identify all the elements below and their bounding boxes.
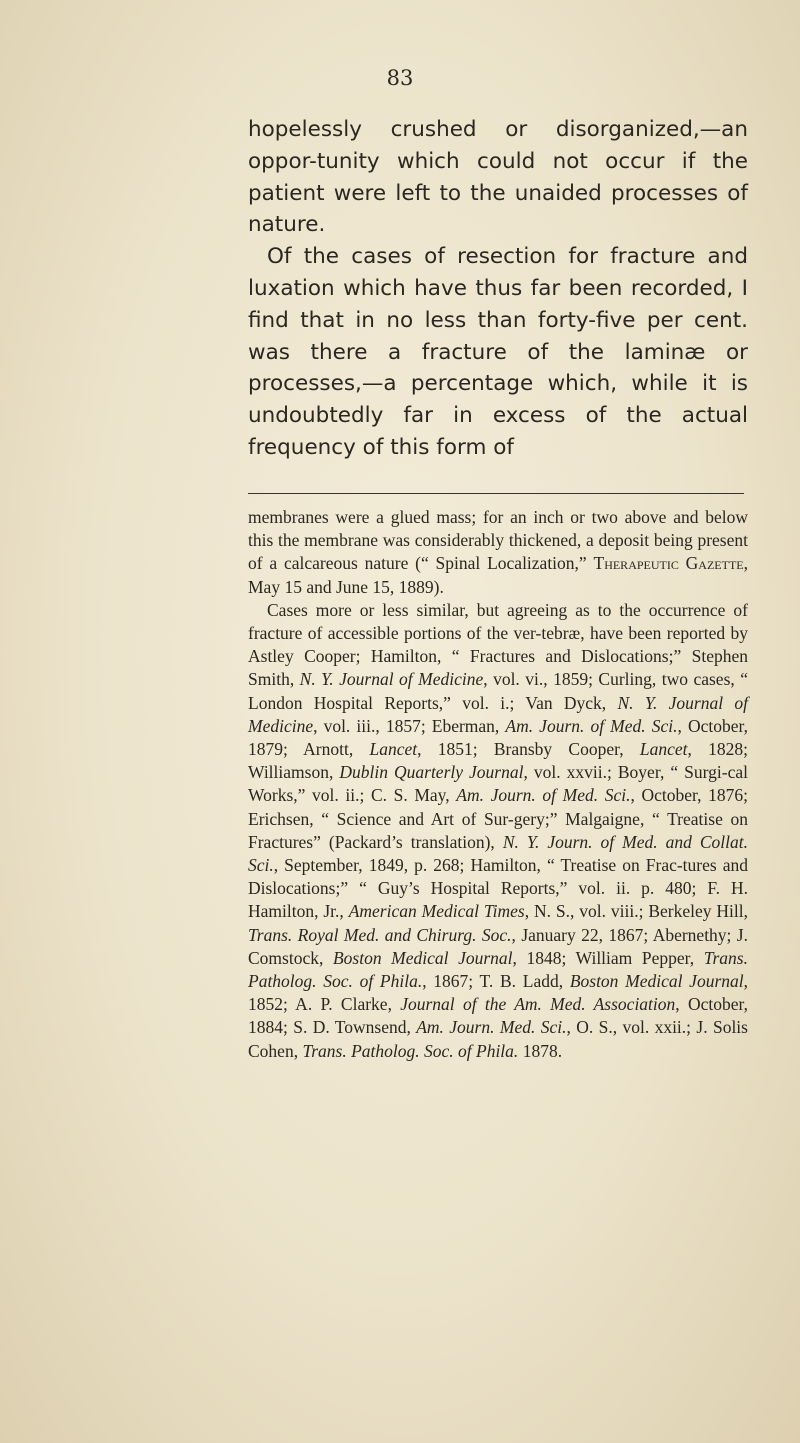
footnote-references — [248, 599, 748, 1063]
citation-text: , vol. iii., 1857; Eberman, — [313, 715, 506, 736]
citation-text: Cases more or less similar, but agreeing as to the occurrence of fracture of accessible portions of the ver-tebræ, have been reported by Astley Cooper; Hamilton, “ Fractures and Dislocations;” Stephen Smith, — [248, 599, 748, 690]
citation-text: , vol. xxvii.; Boyer, “ Surgi-cal Works,” vol. ii.; C. S. May, — [248, 762, 748, 806]
citation-text: , January 22, 1867; Abernethy; J. Comstock, — [248, 924, 748, 968]
citation-title: Trans. Patholog. Soc. of Phila. — [302, 1040, 519, 1061]
citation-title: Am. Journ. of Med. Sci. — [505, 715, 678, 736]
citation-title: Am. Journ. Med. Sci. — [416, 1017, 567, 1038]
journal-name: Therapeutic Gazette — [593, 553, 744, 574]
citation-text: , October, 1884; S. D. Townsend, — [248, 994, 748, 1038]
paragraph-resection: Of the cases of resection for fracture and luxation which have thus far been recorded, I find that in no less than forty-five per cent. was there a fracture of the laminæ or processes,—a percentage which, while it is undoubtedly far in excess of the actual frequency of this form of — [248, 244, 748, 460]
citation-title: N. Y. Journal of Medicine — [248, 692, 748, 736]
citation-text: , October, 1876; Erichsen, “ Science and Art of Sur-gery;” Malgaigne, “ Treatise on Fractures” (Packard’s translation), — [248, 785, 748, 852]
citation-title: Boston Medical Journal — [569, 971, 744, 992]
citation-text: 1878. — [518, 1040, 563, 1061]
citation-title: Am. Journ. of Med. Sci. — [456, 785, 631, 806]
main-text — [248, 114, 748, 464]
footnote-text: , May 15 and June 15, 1889). — [248, 553, 748, 597]
citation-text: , October, 1879; Arnott, — [248, 715, 748, 760]
citation-text: , vol. vi., 1859; Curling, two cases, “ London Hospital Reports,” vol. i.; Van Dyck, — [248, 669, 748, 713]
citation-text: , September, 1849, p. 268; Hamilton, “ Treatise on Frac-tures and Dislocations;” “ Guy’s Hospital Reports,” vol. ii. p. 480; F. H. Hamilton, Jr., — [248, 855, 748, 922]
citation-text: , 1867; T. B. Ladd, — [422, 971, 570, 992]
citation-text: , 1848; William Pepper, — [512, 947, 704, 968]
citation-title: Lancet — [639, 739, 688, 760]
footnotes — [248, 506, 748, 1063]
paragraph-continued: hopelessly crushed or disorganized,—an oppor-tunity which could not occur if the patient were left to the unaided processes of nature. — [248, 117, 748, 238]
footnote-text: membranes were a glued mass; for an inch or two above and below this the membrane was considerably thickened, a deposit being present of a calcareous nature (“ Spinal Localization,” — [248, 507, 748, 574]
citation-text: , O. S., vol. xxii.; J. Solis Cohen, — [248, 1017, 748, 1061]
citation-text: , N. S., vol. viii.; Berkeley Hill, — [524, 901, 749, 922]
footnote-divider — [248, 493, 744, 494]
citation-title: N. Y. Journ. of Med. and Collat. Sci. — [248, 831, 748, 876]
citation-title: Lancet — [369, 739, 418, 760]
citation-title: Trans. Patholog. Soc. of Phila. — [248, 947, 748, 992]
citation-title: Boston Medical Journal — [332, 947, 513, 968]
citation-title: Dublin Quarterly Journal — [339, 762, 524, 783]
footnote-continued — [248, 506, 748, 599]
page-number: 83 — [386, 66, 414, 90]
citation-title: N. Y. Journal of Medicine — [299, 669, 484, 690]
citation-title: Trans. Royal Med. and Chirurg. Soc. — [248, 924, 512, 945]
citation-title: Journal of the Am. Med. Association — [400, 994, 676, 1015]
citation-text: , 1852; A. P. Clarke, — [248, 971, 748, 1015]
citation-text: , 1851; Bransby Cooper, — [417, 739, 640, 760]
citation-title: American Medical Times — [348, 901, 525, 922]
citation-text: , 1828; Williamson, — [248, 739, 748, 783]
